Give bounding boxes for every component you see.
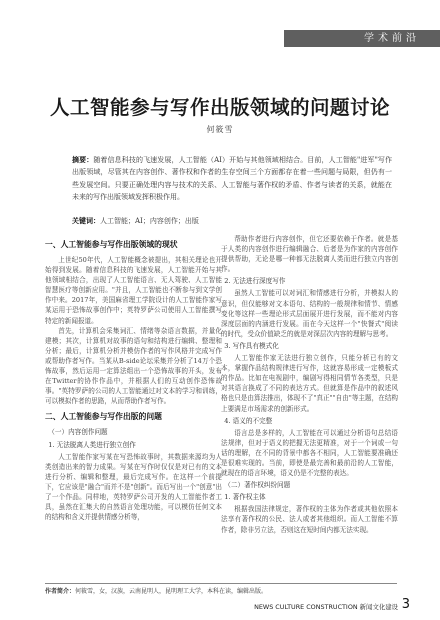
footnote-text: 何筱雪，女，汉族，云南昆明人，昆明理工大学，本科在读，编辑出版。 [75, 588, 268, 595]
section-heading-1: 一、人工智能参与写作出版领域的现状 [45, 240, 178, 249]
abstract-text: 随着信息科技的飞速发展，人工智能（AI）开始与其他领域相结合。目前，人工智能"进军"写作出版领域，尽管其在内容创作、著作权和作者的生存空间三个方面都存在着一些问题与局限，但仍有一些发展空间。只要正确处理内容与技术的关系、人工智能与著作权的矛盾、作者与读者的关系，就能在未来的写作出版领域发挥积极作用。 [72, 156, 393, 201]
paragraph: 虽然人工智能可以对词汇和情感进行分析，并模拟人的意识，但仅能够对文本语句、结构的一般规律和情节、情感变化等这样一些理论形式层面展开进行发展，而不能对内容深度层面的内涵进行发展。而在今天这样一个"快餐式"阅读的时代，受众价值缺乏的就是对深层次内容的理解与思考。 [221, 289, 398, 338]
subsection-heading: （二）著作权纠纷问题 [224, 481, 291, 490]
subsection-heading: 3. 写作具有模式化 [224, 341, 279, 350]
keywords-text: 人工智能；AI；内容创作；出版 [100, 217, 199, 225]
subsection-heading: 2. 无法进行深度写作 [224, 277, 286, 286]
keywords [72, 216, 392, 226]
abstract [72, 154, 392, 203]
subsection-heading: 1. 无法脱离人类进行独立创作 [48, 440, 136, 449]
keywords-label: 关键词： [72, 216, 100, 225]
footnote-divider [45, 583, 397, 584]
header-banner [0, 0, 440, 50]
section-label: 学术前沿 [364, 33, 420, 44]
journal-footer: NEWS CULTURE CONSTRUCTION 新闻文化建设 [254, 603, 398, 611]
author-name: 何筱雪 [206, 125, 234, 134]
paragraph: 语言总是多样的，人工智能在可以通过分析语句总结语法规律，但对于语义的把握无法更精准，对于一个词或一句话的理解，在不同的背景中都各不相同，人工智能要准确还是很难实现的。当前，即使是最完善和最前沿的人工智能，就现在的语言环境，语义仍是不完整的表达。 [221, 428, 398, 478]
right-column [221, 234, 398, 535]
paragraph: 帮助作者进行内容创作，但它还要依赖于作者。就是基于人类的内容创作进行编辑融合、后者是为作家的内容创作提供帮助，无论是哪一种都无法脱离人类而进行独立内容创作。 [221, 235, 398, 274]
page-number: 3 [401, 597, 410, 612]
footnote-label: 作者简介： [45, 588, 76, 595]
paragraph: 人工智能作家无法进行独立创作，只能分析已有的文本，掌握作品结构规律进行写作，这就容易形成一定模板式的作品。比如在电视剧中，编剧写得相同情节各类型，只是对其语言换成了不同的表达方式。但就算是作品中的叙述风格也只是由算法推出，体现不了"真正""自由"等主题，在结构上要满足市场需求的创新形式。 [221, 354, 398, 413]
paragraph: 人工智能作家写某在写恐怖故事时，其数据来源均为人类创造出来的智力成果。写某在写作时仅仅是对已有的文本进行分析、编辑和整理，最后完成写作。在这样一个前提下，它应该是"融合"而并不是"创新"。而后写出一个"创意"出了一个作品。同样地，英特罗萨公司开发的人工智能作者工具，虽然在汇集大的自然语言处理功能，可以模仿任何文本的结构和含义并提供情感分析等， [45, 452, 222, 522]
subsection-heading: （一）内容创作问题 [48, 428, 108, 437]
section-heading-2: 二、人工智能参与写作出版的问题 [45, 412, 162, 422]
paragraph: 根据我国法律规定，著作权的主体为作者或其他依照本法享有著作权的公民、法人或者其他组织。而人工智能不算作者，除非另立法，否则这在短时间内都无法实现。 [221, 505, 398, 534]
author-footnote [45, 587, 397, 596]
subsection-heading: 1. 著作权主体 [224, 493, 266, 502]
subsection-heading: 4. 语义的不完整 [224, 416, 273, 425]
left-column [45, 234, 222, 522]
paragraph: 上世纪50年代，人工智能概念被提出，其相关理论也开始得到发展。随着信息科技的飞速发展，人工智能开始与其他领域相结合，出现了人工智能语言、无人驾驶、人工智能智慧医疗等创新应用。"并且，人工智能也不断参与到文学创作中来。2017年，美国麻省理工学院设计的人工智能作家写某运用于恐怖故事创作中；英特罗萨公司使用人工智能撰写特定的新闻报道。 [45, 256, 222, 325]
abstract-label: 摘要： [72, 155, 94, 164]
article-title: 人工智能参与写作出版领域的问题讨论 [49, 96, 390, 119]
paragraph: 首先，计算机会采集词汇、情绪等杂语言数据，并量化建模；其次，计算机对故事的语句和结构进行编辑、整理和分析；最后，计算机分析并模仿作者的写作风格并完成写作或帮助作者写作。当某从B-side论坛采集并分析了14万个恐怖故事，然后运用一定算法组出一个恐怖故事的开头，发布在Twitter的协作作品中，并根据人们的互动创作恐怖故事。"英特罗萨的公司的人工智能通过对文本的学习和训练，可以模拟作者的思路，从而帮助作者写作。 [45, 326, 222, 406]
